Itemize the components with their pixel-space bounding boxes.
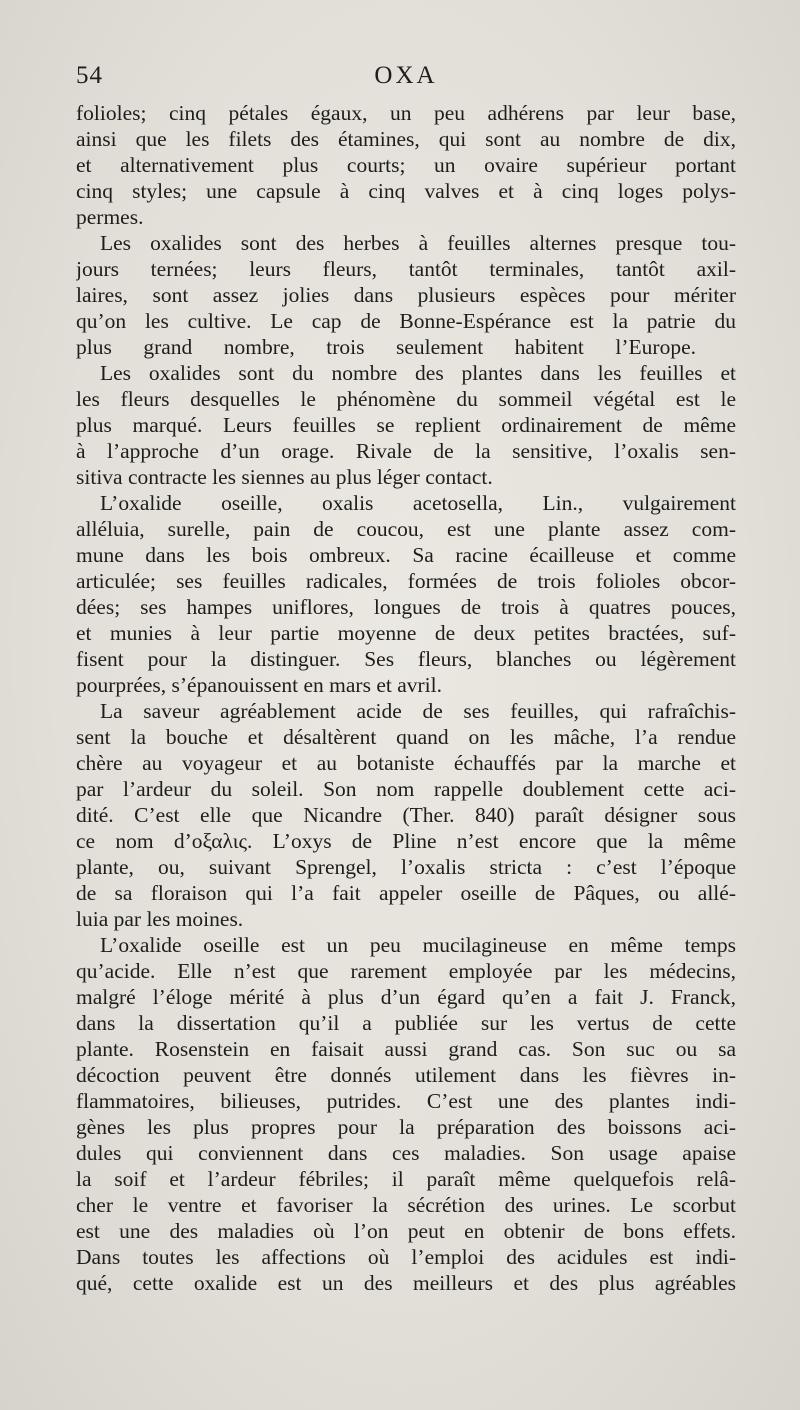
body-text <box>76 100 736 1296</box>
running-head: OXA <box>374 62 438 89</box>
text-line: dité. C’est elle que Nicandre (Ther. 840) paraît désigner sous <box>76 803 736 827</box>
text-line: et alternativement plus courts; un ovaire supérieur portant <box>76 153 736 177</box>
paragraph-start: Les oxalides sont du nombre des plantes dans les feuilles et <box>100 361 736 385</box>
text-line: décoction peuvent être donnés utilement dans les fièvres in- <box>76 1063 736 1087</box>
text-line: plus marqué. Leurs feuilles se replient ordinairement de même <box>76 413 736 437</box>
text-line: dées; ses hampes uniflores, longues de trois à quatres pouces, <box>76 595 736 619</box>
paragraph-start: La saveur agréablement acide de ses feuilles, qui rafraîchis- <box>100 699 736 723</box>
text-line: ce nom d’οξαλις. L’oxys de Pline n’est encore que la même <box>76 829 736 853</box>
text-line: de sa floraison qui l’a fait appeler oseille de Pâques, ou allé- <box>76 881 736 905</box>
text-line: Dans toutes les affections où l’emploi des acidules est indi- <box>76 1245 736 1269</box>
text-line: qué, cette oxalide est un des meilleurs et des plus agréables <box>76 1271 736 1295</box>
text-line: par l’ardeur du soleil. Son nom rappelle doublement cette aci- <box>76 777 736 801</box>
text-line: et munies à leur partie moyenne de deux petites bractées, suf- <box>76 621 736 645</box>
text-line: plus grand nombre, trois seulement habitent l’Europe. <box>76 335 696 359</box>
text-line: permes. <box>76 205 144 229</box>
page-header <box>76 62 736 96</box>
text-line: qu’on les cultive. Le cap de Bonne-Espérance est la patrie du <box>76 309 736 333</box>
text-line: cher le ventre et favoriser la sécrétion des urines. Le scorbut <box>76 1193 736 1217</box>
text-line: pourprées, s’épanouissent en mars et avril. <box>76 673 442 697</box>
text-line: sent la bouche et désaltèrent quand on les mâche, l’a rendue <box>76 725 736 749</box>
text-line: ainsi que les filets des étamines, qui sont au nombre de dix, <box>76 127 736 151</box>
text-line: articulée; ses feuilles radicales, formées de trois folioles obcor- <box>76 569 736 593</box>
text-line: cinq styles; une capsule à cinq valves et à cinq loges polys- <box>76 179 736 203</box>
text-line: chère au voyageur et au botaniste échauffés par la marche et <box>76 751 736 775</box>
text-line: fisent pour la distinguer. Ses fleurs, blanches ou légèrement <box>76 647 736 671</box>
text-line: est une des maladies où l’on peut en obtenir de bons effets. <box>76 1219 736 1243</box>
page-number: 54 <box>76 62 103 89</box>
text-line: jours ternées; leurs fleurs, tantôt terminales, tantôt axil- <box>76 257 736 281</box>
text-line: gènes les plus propres pour la préparation des boissons aci- <box>76 1115 736 1139</box>
text-line: sitiva contracte les siennes au plus léger contact. <box>76 465 493 489</box>
text-line: la soif et l’ardeur fébriles; il paraît même quelquefois relâ- <box>76 1167 736 1191</box>
text-line: qu’acide. Elle n’est que rarement employée par les médecins, <box>76 959 736 983</box>
paragraph-start: L’oxalide oseille est un peu mucilagineuse en même temps <box>100 933 736 957</box>
paragraph-start: Les oxalides sont des herbes à feuilles alternes presque tou- <box>100 231 736 255</box>
text-line: alléluia, surelle, pain de coucou, est une plante assez com- <box>76 517 736 541</box>
text-line: folioles; cinq pétales égaux, un peu adhérens par leur base, <box>76 101 736 125</box>
text-line: mune dans les bois ombreux. Sa racine écailleuse et comme <box>76 543 736 567</box>
text-line: dans la dissertation qu’il a publiée sur les vertus de cette <box>76 1011 736 1035</box>
text-line: plante. Rosenstein en faisait aussi grand cas. Son suc ou sa <box>76 1037 736 1061</box>
text-line: les fleurs desquelles le phénomène du sommeil végétal est le <box>76 387 736 411</box>
text-line: laires, sont assez jolies dans plusieurs espèces pour mériter <box>76 283 736 307</box>
text-line: flammatoires, bilieuses, putrides. C’est une des plantes indi- <box>76 1089 736 1113</box>
text-line: malgré l’éloge mérité à plus d’un égard qu’en a fait J. Franck, <box>76 985 736 1009</box>
text-line: luia par les moines. <box>76 907 244 931</box>
paragraph-start: L’oxalide oseille, oxalis acetosella, Lin., vulgairement <box>100 491 736 515</box>
text-line: à l’approche d’un orage. Rivale de la sensitive, l’oxalis sen- <box>76 439 736 463</box>
text-line: plante, ou, suivant Sprengel, l’oxalis stricta : c’est l’époque <box>76 855 736 879</box>
text-line: dules qui conviennent dans ces maladies. Son usage apaise <box>76 1141 736 1165</box>
